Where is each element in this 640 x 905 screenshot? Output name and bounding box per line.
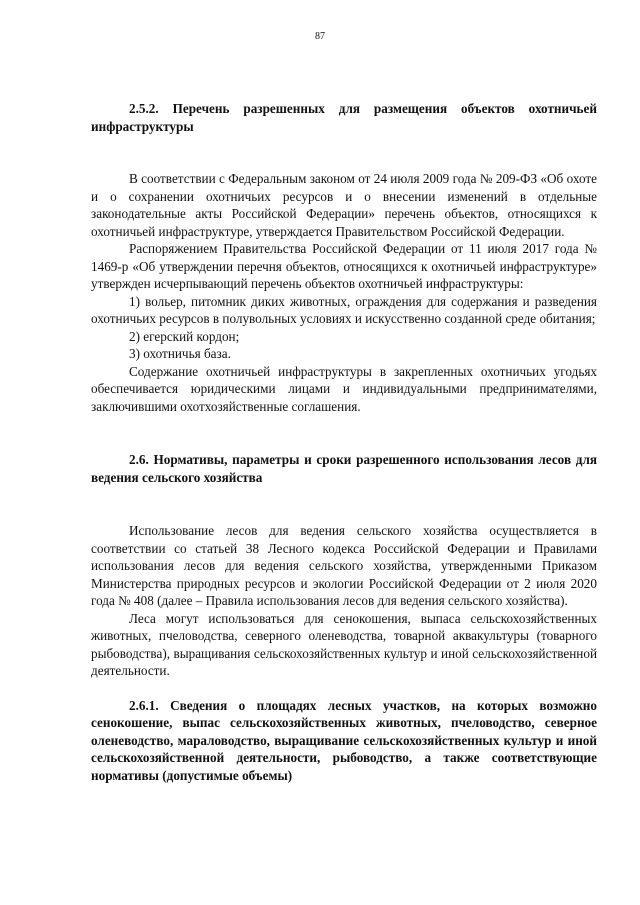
list-item: 1) вольер, питомник диких животных, ограждения для содержания и разведения охотничьих ресурсов в полувольных условиях и искусственно созданной среде обитания; — [91, 293, 597, 326]
paragraph: Содержание охотничьей инфраструктуры в закрепленных охотничьих угодьях обеспечивается юридическими лицами и индивидуальными предпринимателями, заключившими охотхозяйственные соглашения. — [91, 363, 597, 414]
spacer — [91, 135, 597, 170]
spacer — [91, 680, 597, 697]
spacer — [91, 486, 597, 522]
page-content — [91, 100, 597, 784]
list-item: 3) охотничья база. — [129, 346, 231, 361]
spacer — [91, 415, 597, 451]
paragraph: Использование лесов для ведения сельского хозяйства осуществляется в соответствии со статьей 38 Лесного кодекса Российской Федерации и Правилами использования лесов для ведения сельского хозяйства, утвержденными Приказом Министерства природных ресурсов и экологии Российской Федерации от 2 июля 2020 года № 408 (далее – Правила использования лесов для ведения сельского хозяйства). — [91, 523, 597, 608]
page-number: 87 — [315, 31, 325, 42]
section-heading-2-6: 2.6. Нормативы, параметры и сроки разрешенного использования лесов для ведения сельского хозяйства — [91, 452, 597, 485]
list-item: 2) егерский кордон; — [129, 328, 240, 344]
paragraph: В соответствии с Федеральным законом от 24 июля 2009 года № 209-ФЗ «Об охоте и о сохранении охотничьих ресурсов и о внесении изменений в отдельные законодательные акты Российской Федерации» перечень объектов, относящихся к охотничьей инфраструктуре, утверждается Правительством Российской Федерации. — [91, 171, 597, 239]
section-heading-2-5-2: 2.5.2. Перечень разрешенных для размещения объектов охотничьей инфраструктуры — [91, 101, 597, 134]
section-heading-2-6-1: 2.6.1. Сведения о площадях лесных участков, на которых возможно сенокошение, выпас сельскохозяйственных животных, пчеловодство, северное оленеводство, мараловодство, выращивание сельскохозяйственных культур и иной сельскохозяйственной деятельности, рыбоводство, а также соответствующие нормативы (допустимые объемы) — [91, 697, 597, 783]
paragraph: Распоряжением Правительства Российской Федерации от 11 июля 2017 года № 1469-р «Об утверждении перечня объектов, относящихся к охотничьей инфраструктуре» утвержден исчерпывающий перечень объектов охотничьей инфраструктуры: — [91, 241, 597, 291]
paragraph: Леса могут использоваться для сенокошения, выпаса сельскохозяйственных животных, пчеловодства, северного оленеводства, товарной аквакультуры (товарного рыбоводства), выращивания сельскохозяйственных культур и иной сельскохозяйственной деятельности. — [91, 610, 597, 678]
